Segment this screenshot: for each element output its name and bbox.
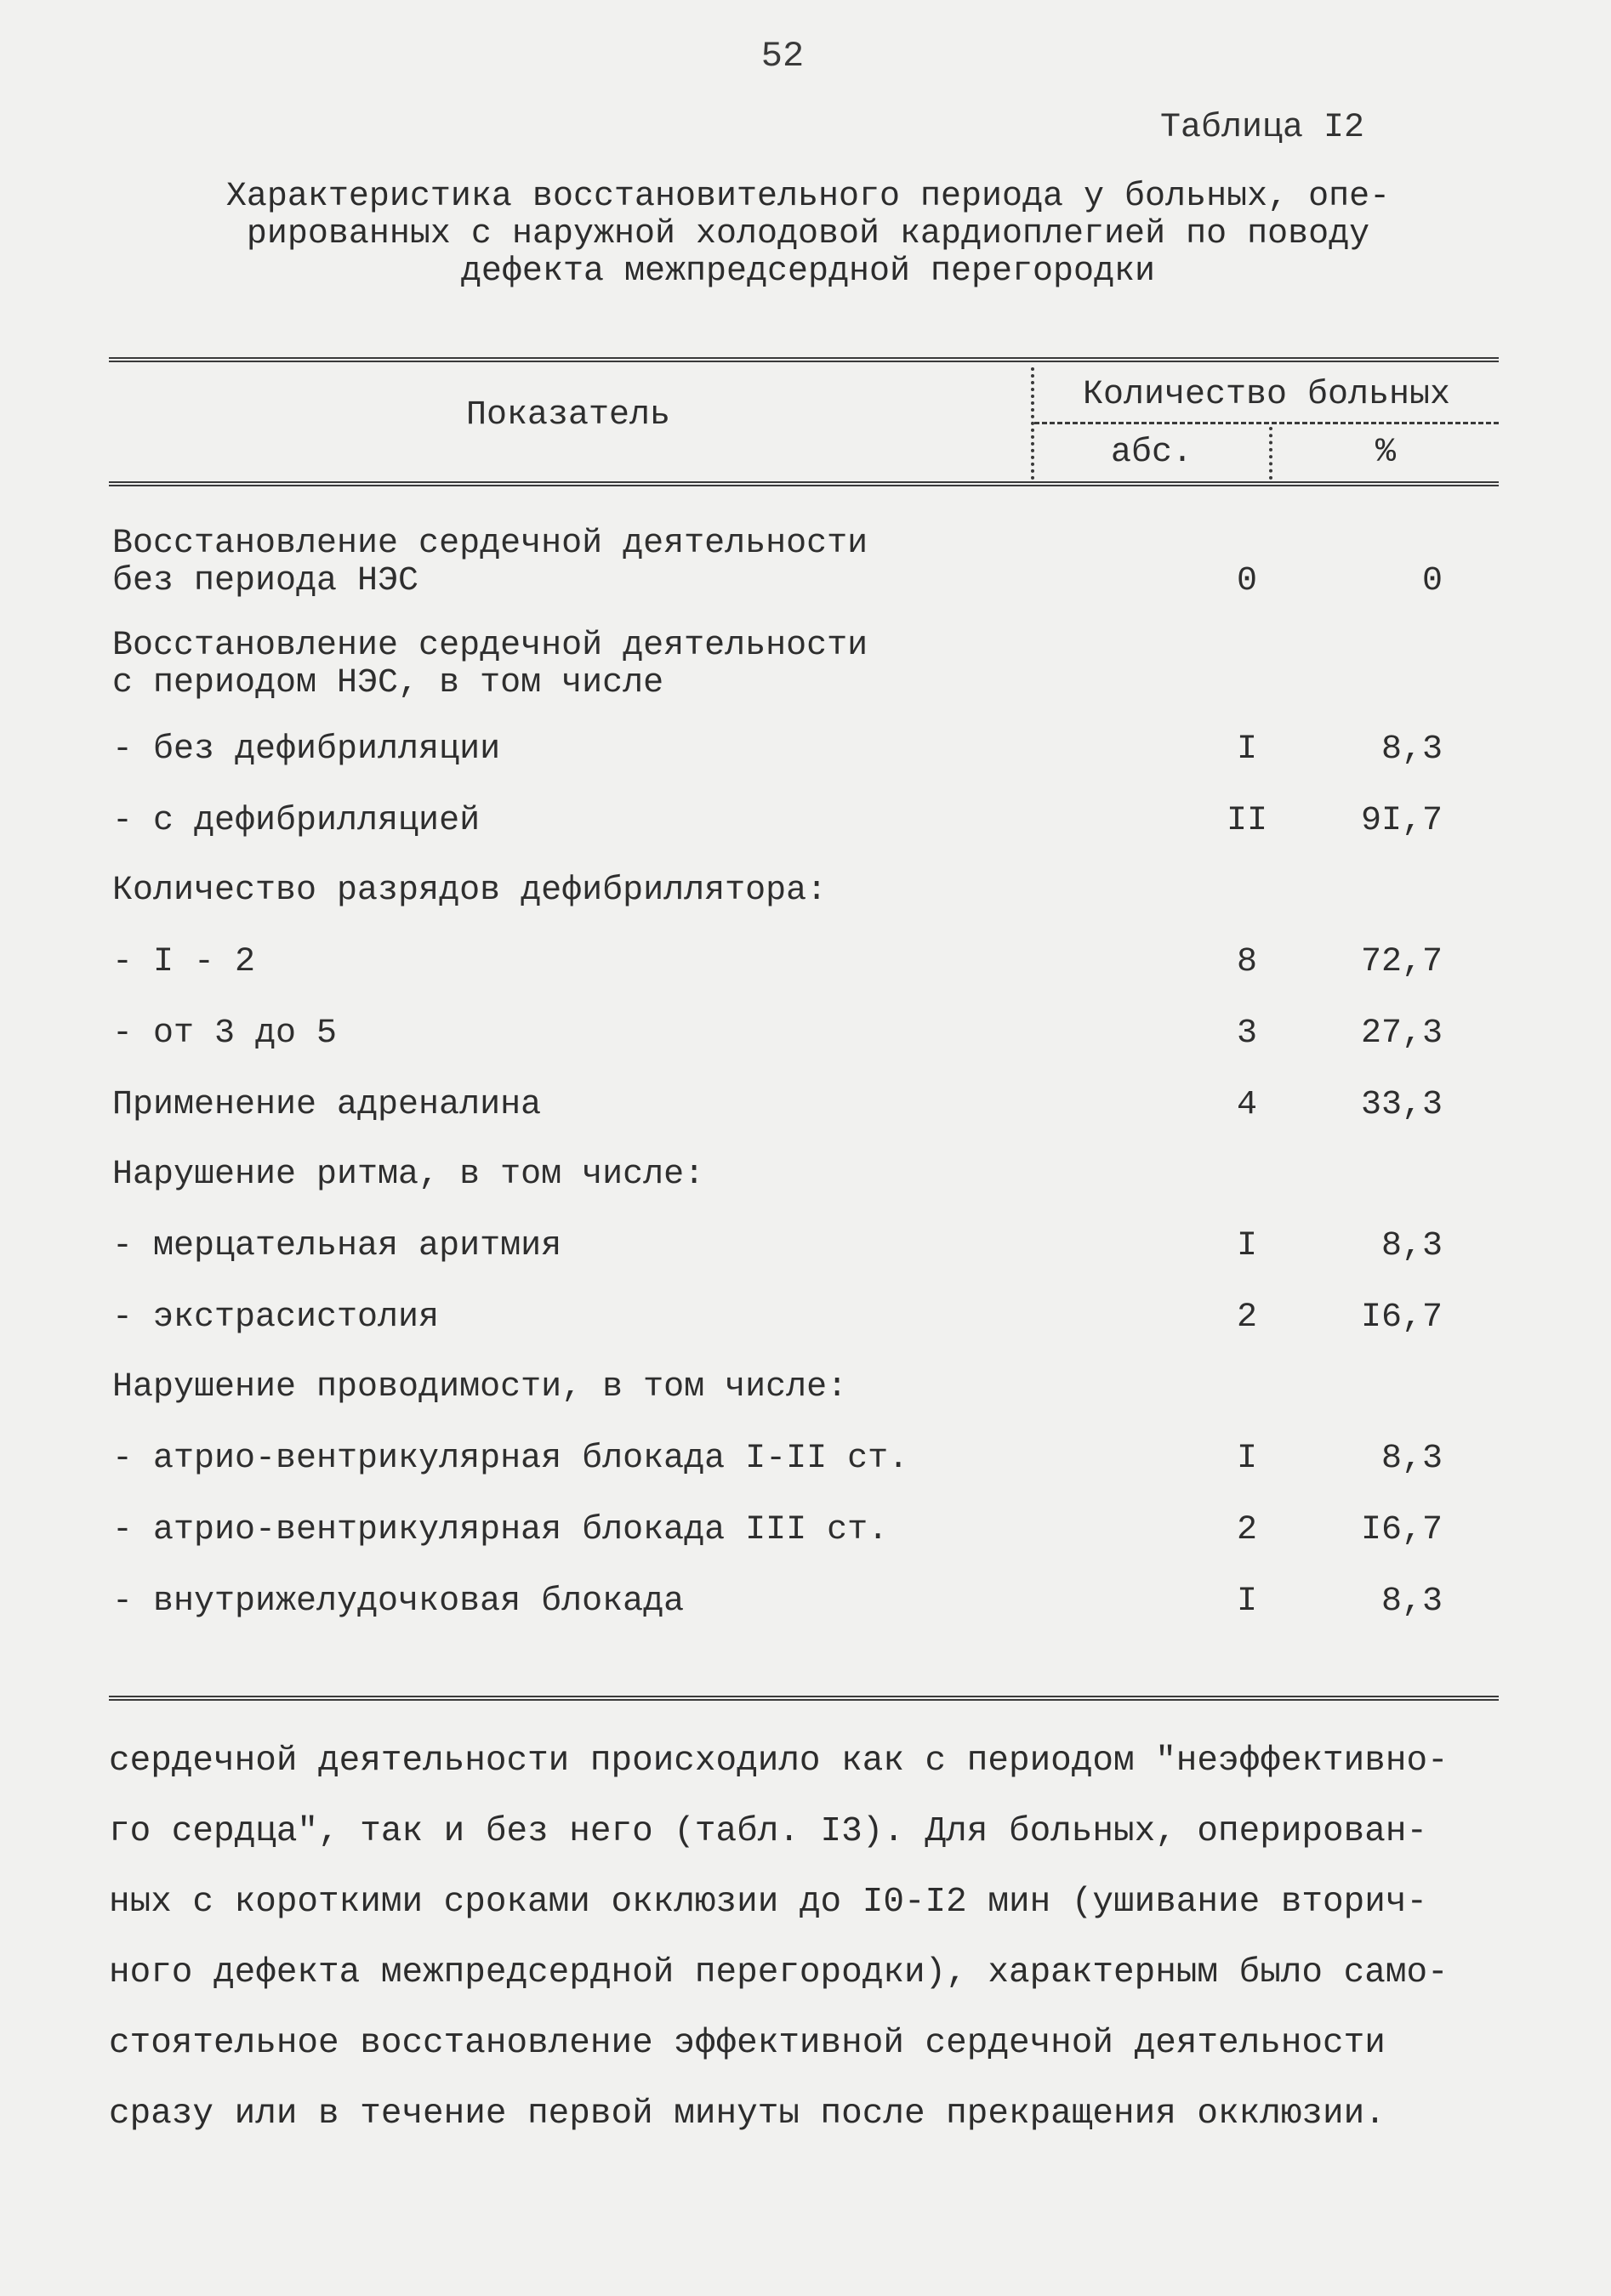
- indicator-line: Нарушение проводимости, в том числе:: [112, 1368, 848, 1407]
- header-subdivider: [1034, 422, 1499, 424]
- indicator-line: Восстановление сердечной деятельности: [112, 627, 868, 665]
- row-percent: 27,3: [1360, 1014, 1443, 1053]
- header-absolute: абс.: [1110, 434, 1193, 472]
- row-indicator: [112, 803, 1048, 840]
- indicator-line: Восстановление сердечной деятельности: [112, 525, 868, 563]
- row-indicator: [112, 1157, 1048, 1194]
- row-indicator: [112, 628, 1048, 702]
- row-percent: 0: [1421, 562, 1443, 600]
- table-bottom-rule: [109, 1696, 1499, 1701]
- row-indicator: [112, 944, 1048, 981]
- row-indicator: [112, 1299, 1048, 1337]
- paragraph-line: сразу или в течение первой минуты после прекращения окклюзии.: [109, 2094, 1386, 2134]
- indicator-line: с периодом НЭС, в том числе: [112, 664, 664, 702]
- indicator-line: - без дефибрилляции: [112, 730, 501, 769]
- row-indicator: [112, 1015, 1048, 1053]
- paragraph-line: стоятельное восстановление эффективной сердечной деятельности: [109, 2024, 1386, 2063]
- table-caption: [170, 179, 1446, 291]
- row-percent: I6,7: [1360, 1511, 1443, 1549]
- row-percent: 9I,7: [1360, 802, 1443, 840]
- paragraph-line: сердечной деятельности происходило как с периодом "неэффективно-: [109, 1742, 1449, 1781]
- header-patient-count: Количество больных: [1082, 376, 1451, 414]
- indicator-line: Применение адреналина: [112, 1086, 542, 1124]
- row-absolute: 2: [1236, 1299, 1257, 1337]
- paragraph-line: ных с короткими сроками окклюзии до I0-I2 мин (ушивание вторич-: [109, 1883, 1428, 1922]
- row-percent: 8,3: [1380, 1227, 1443, 1265]
- row-percent: 8,3: [1380, 1583, 1443, 1621]
- indicator-line: - экстрасистолия: [112, 1299, 440, 1337]
- row-indicator: [112, 1441, 1048, 1478]
- caption-line: дефекта межпредсердной перегородки: [460, 253, 1156, 291]
- caption-line: рированных с наружной холодовой кардиоплегией по поводу: [246, 215, 1370, 253]
- row-absolute: 2: [1236, 1511, 1257, 1549]
- row-percent: 8,3: [1380, 730, 1443, 769]
- row-indicator: [112, 1228, 1048, 1265]
- indicator-line: - от 3 до 5: [112, 1014, 338, 1053]
- page-number: 52: [760, 36, 805, 77]
- row-absolute: 0: [1236, 562, 1257, 600]
- indicator-line: без периода НЭС: [112, 562, 419, 600]
- caption-line: Характеристика восстановительного периода у больных, опе-: [225, 178, 1391, 216]
- indicator-line: - I - 2: [112, 943, 256, 981]
- row-absolute: I: [1236, 1227, 1257, 1265]
- row-indicator: [112, 1369, 1048, 1407]
- row-indicator: [112, 1087, 1048, 1124]
- header-percent: %: [1375, 434, 1396, 472]
- row-percent: I6,7: [1360, 1299, 1443, 1337]
- row-absolute: 4: [1236, 1086, 1257, 1124]
- row-indicator: [112, 1583, 1048, 1621]
- row-indicator: [112, 731, 1048, 769]
- row-absolute: II: [1226, 802, 1267, 840]
- row-percent: 33,3: [1360, 1086, 1443, 1124]
- indicator-line: Нарушение ритма, в том числе:: [112, 1156, 705, 1194]
- indicator-line: Количество разрядов дефибриллятора:: [112, 872, 828, 910]
- row-absolute: 8: [1236, 943, 1257, 981]
- paragraph-line: ного дефекта межпредсердной перегородки), характерным было само-: [109, 1953, 1449, 1992]
- indicator-line: - атрио-вентрикулярная блокада I-II ст.: [112, 1440, 909, 1478]
- row-indicator: [112, 872, 1048, 910]
- body-paragraph: [109, 1726, 1504, 2150]
- table-header-rule: [109, 481, 1499, 486]
- paragraph-line: го сердца", так и без него (табл. I3). Для больных, оперирован-: [109, 1812, 1428, 1851]
- row-indicator: [112, 1512, 1048, 1549]
- indicator-line: - внутрижелудочковая блокада: [112, 1583, 685, 1621]
- row-absolute: 3: [1236, 1014, 1257, 1053]
- header-indicator: Показатель: [465, 396, 671, 435]
- row-percent: 72,7: [1360, 943, 1443, 981]
- row-absolute: I: [1236, 1440, 1257, 1478]
- row-percent: 8,3: [1380, 1440, 1443, 1478]
- indicator-line: - мерцательная аритмия: [112, 1227, 562, 1265]
- indicator-line: - атрио-вентрикулярная блокада III ст.: [112, 1511, 889, 1549]
- row-absolute: I: [1236, 1583, 1257, 1621]
- table-label: Таблица I2: [1159, 109, 1364, 147]
- row-absolute: I: [1236, 730, 1257, 769]
- row-indicator: [112, 526, 1048, 600]
- table-top-rule: [109, 357, 1499, 362]
- indicator-line: - с дефибрилляцией: [112, 802, 481, 840]
